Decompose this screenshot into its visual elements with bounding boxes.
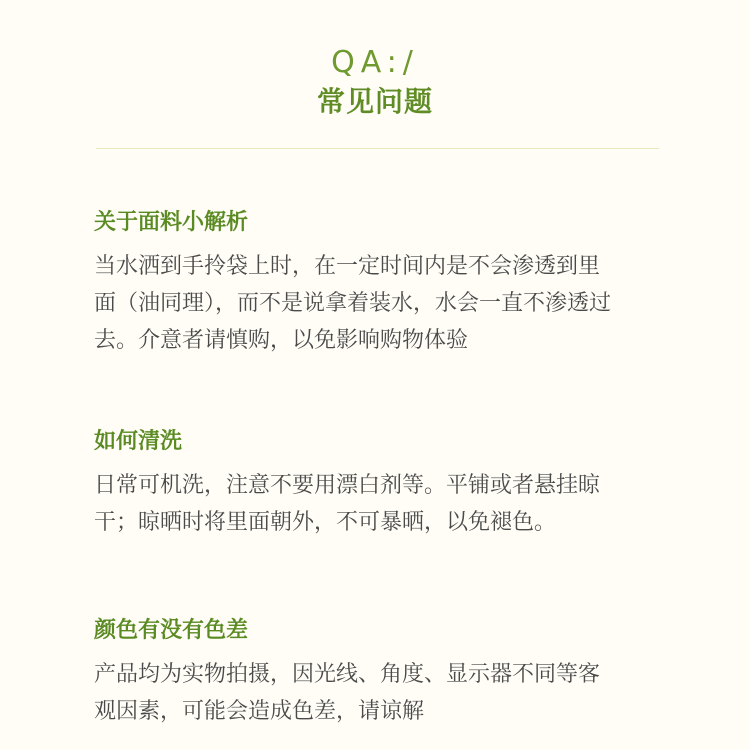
faq-answer: 产品均为实物拍摄，因光线、角度、显示器不同等客观因素，可能会造成色差，请谅解 [94, 662, 601, 724]
faq-item-fabric [94, 206, 614, 359]
page-title: 常见问题 [316, 85, 433, 118]
faq-question: 颜色有没有色差 [94, 618, 249, 643]
faq-answer: 当水洒到手拎袋上时，在一定时间内是不会渗透到里面（油同理），而不是说拿着装水，水会一直不渗透过去。介意者请慎购，以免影响购物体验 [94, 254, 612, 353]
page-header [0, 44, 750, 122]
faq-question: 关于面料小解析 [94, 210, 249, 235]
qa-label: QA:/ [331, 45, 419, 80]
faq-answer: 日常可机洗，注意不要用漂白剂等。平铺或者悬挂晾干；晾晒时将里面朝外，不可暴晒，以免褪色。 [94, 473, 601, 535]
header-divider [96, 148, 659, 149]
faq-question: 如何清洗 [94, 429, 183, 454]
faq-item-color-difference [94, 614, 614, 730]
faq-item-cleaning [94, 425, 614, 541]
